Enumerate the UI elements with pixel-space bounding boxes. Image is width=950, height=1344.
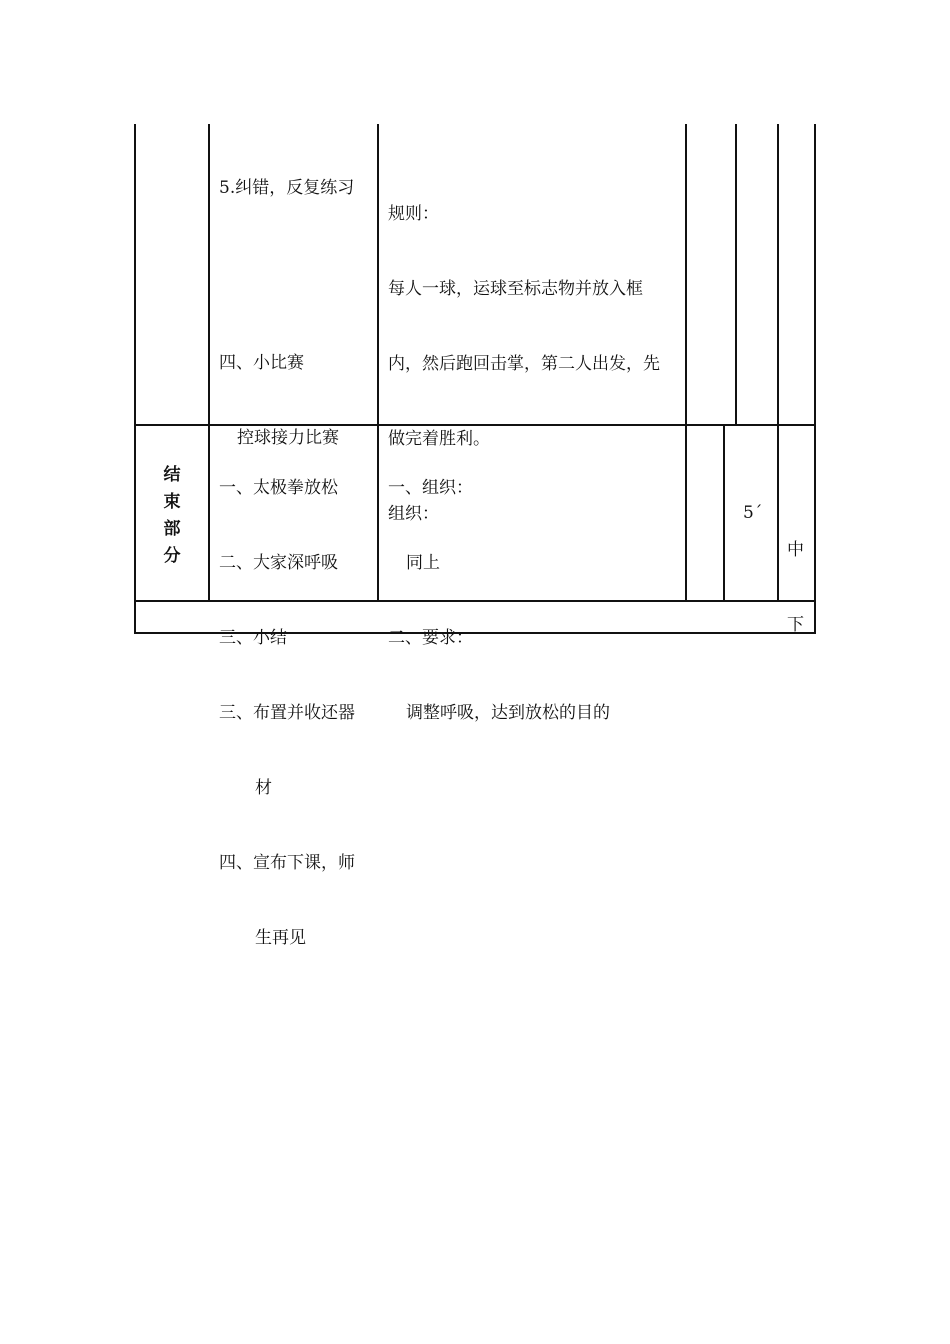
col-divider-5 bbox=[777, 124, 779, 602]
table-border-right bbox=[814, 124, 816, 634]
content-item: 二、大家深呼吸 bbox=[219, 553, 338, 573]
intensity-char: 下 bbox=[787, 615, 804, 635]
content-item: 四、宣布下课，师 bbox=[219, 853, 355, 873]
rules-text-1: 每人一球，运球至标志物并放入框 bbox=[388, 279, 643, 299]
content-item: 三、小结 bbox=[219, 628, 287, 648]
content-item: 材 bbox=[255, 778, 272, 798]
rules-text-2: 内，然后跑回击掌，第二人出发，先 bbox=[388, 354, 660, 374]
content-line-game: 四、小比赛 bbox=[219, 353, 304, 373]
section-char: 部 bbox=[163, 519, 181, 539]
section-label-ending bbox=[157, 462, 187, 570]
rules-label: 规则： bbox=[388, 204, 439, 224]
section-char: 结 bbox=[163, 465, 181, 485]
col-divider-4-lower bbox=[723, 425, 725, 602]
content-line-relay: 控球接力比赛 bbox=[237, 428, 339, 448]
time-value: 5´ bbox=[743, 503, 763, 523]
section-char: 束 bbox=[163, 492, 181, 512]
col-divider-3 bbox=[685, 124, 687, 602]
organization-label: 一、组织： bbox=[388, 478, 473, 498]
organization-text: 同上 bbox=[406, 553, 440, 573]
content-item: 生再见 bbox=[255, 928, 306, 948]
content-line-correct: 5.纠错，反复练习 bbox=[219, 178, 355, 198]
requirement-label: 二、要求： bbox=[388, 628, 473, 648]
col-divider-1 bbox=[208, 124, 210, 602]
table-border-left bbox=[134, 124, 136, 634]
content-item: 三、布置并收还器 bbox=[219, 703, 355, 723]
content-item: 一、太极拳放松 bbox=[219, 478, 338, 498]
organization-label: 组织： bbox=[388, 504, 439, 524]
col-divider-2 bbox=[377, 124, 379, 602]
ending-content-cell bbox=[219, 426, 355, 1001]
rules-text-3: 做完着胜利。 bbox=[388, 429, 490, 449]
requirement-text: 调整呼吸，达到放松的目的 bbox=[406, 703, 610, 723]
intensity-char: 中 bbox=[787, 540, 804, 560]
section-char: 分 bbox=[163, 546, 181, 566]
col-divider-4-upper bbox=[735, 124, 737, 426]
intensity-cell bbox=[787, 488, 809, 688]
ending-method-cell bbox=[388, 426, 610, 776]
